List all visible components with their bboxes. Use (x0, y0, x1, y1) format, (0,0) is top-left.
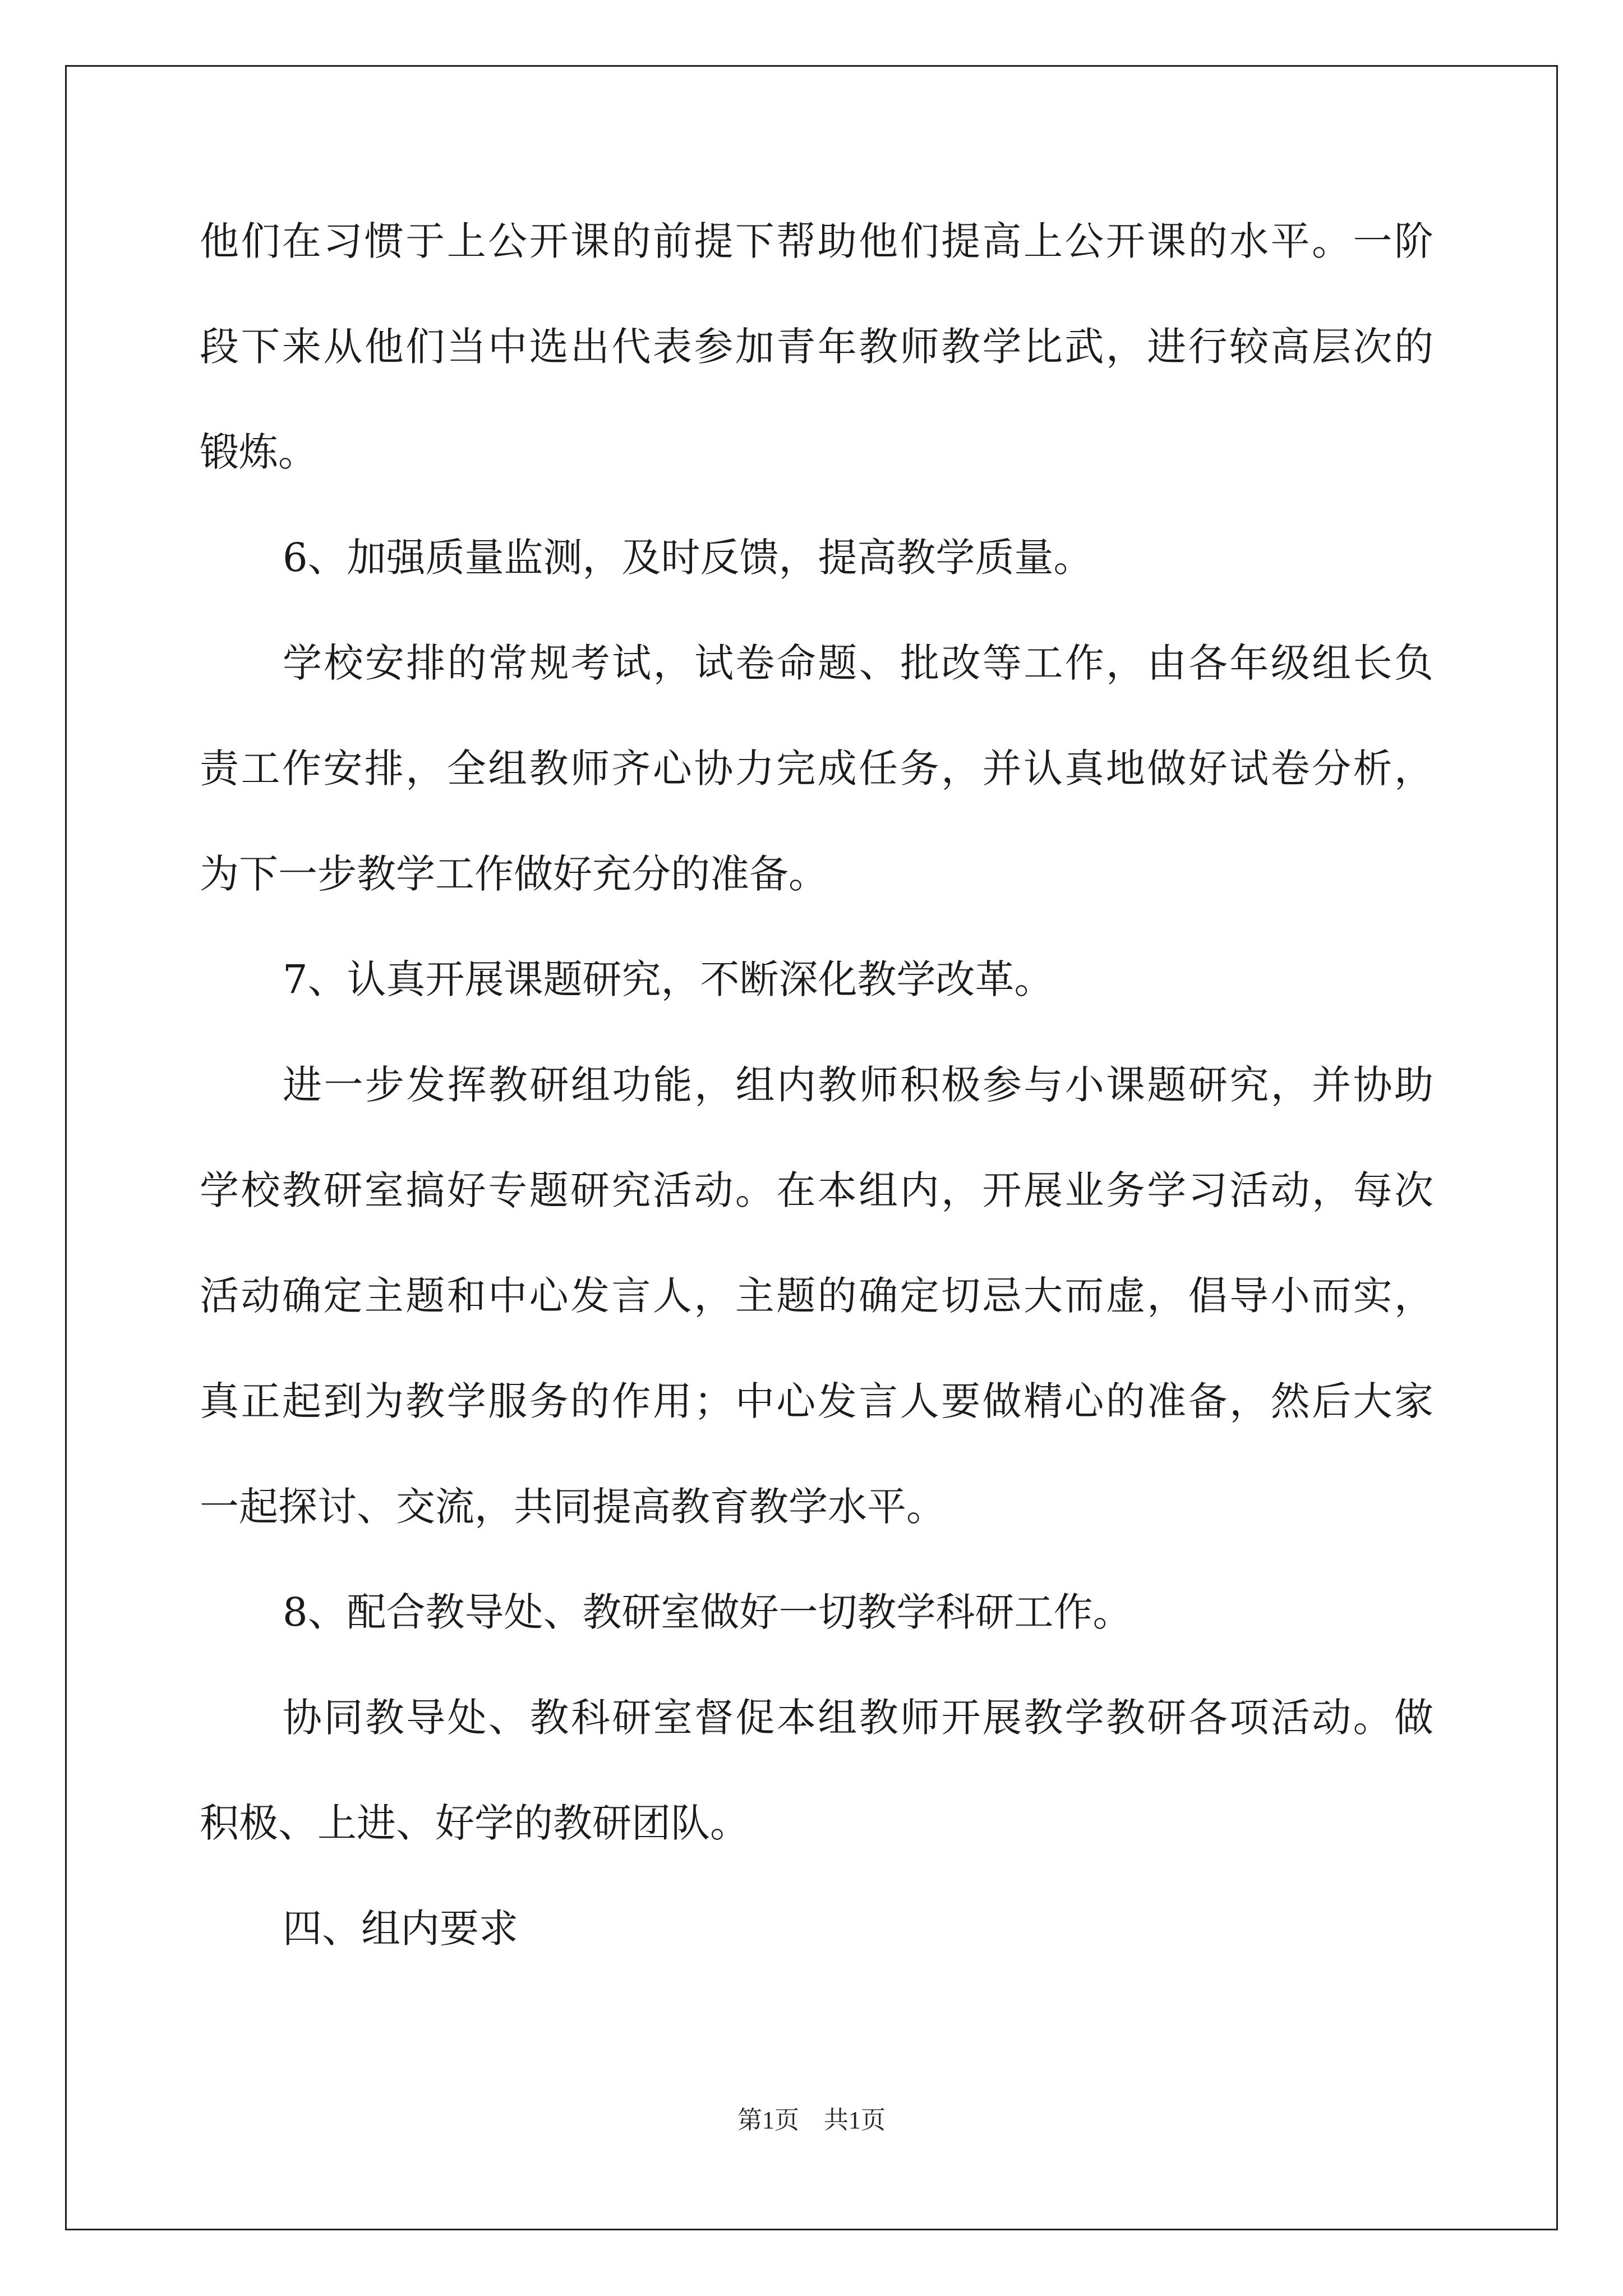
text-line: 段下来从他们当中选出代表参加青年教师教学比武，进行较高层次的 (200, 324, 1433, 370)
text-line: 学校教研室搞好专题研究活动。在本组内，开展业务学习活动，每次 (200, 1167, 1433, 1213)
text-line: 他们在习惯于上公开课的前提下帮助他们提高上公开课的水平。一阶 (200, 218, 1433, 264)
text-line: 协同教导处、教科研室督促本组教师开展教学教研各项活动。做 (283, 1695, 1433, 1741)
text-line: 活动确定主题和中心发言人，主题的确定切忌大而虚，倡导小而实， (200, 1273, 1433, 1319)
page-footer: 第1页 共1页 (737, 2106, 886, 2134)
text-line: 为下一步教学工作做好充分的准备。 (200, 851, 828, 897)
text-line: 一起探讨、交流，共同提高教育教学水平。 (200, 1484, 946, 1530)
text-line: 责工作安排，全组教师齐心协力完成任务，并认真地做好试卷分析， (200, 746, 1433, 792)
section-heading: 8、配合教导处、教研室做好一切教学科研工作。 (283, 1589, 1132, 1635)
section-heading: 四、组内要求 (283, 1906, 518, 1952)
section-heading: 6、加强质量监测，及时反馈，提高教学质量。 (283, 535, 1093, 581)
text-line: 积极、上进、好学的教研团队。 (200, 1800, 749, 1846)
text-line: 进一步发挥教研组功能，组内教师积极参与小课题研究，并协助 (283, 1062, 1433, 1108)
text-line: 学校安排的常规考试，试卷命题、批改等工作，由各年级组长负 (283, 640, 1433, 686)
text-line: 真正起到为教学服务的作用；中心发言人要做精心的准备，然后大家 (200, 1378, 1433, 1424)
text-line: 锻炼。 (200, 429, 317, 475)
section-heading: 7、认真开展课题研究，不断深化教学改革。 (283, 956, 1054, 1002)
